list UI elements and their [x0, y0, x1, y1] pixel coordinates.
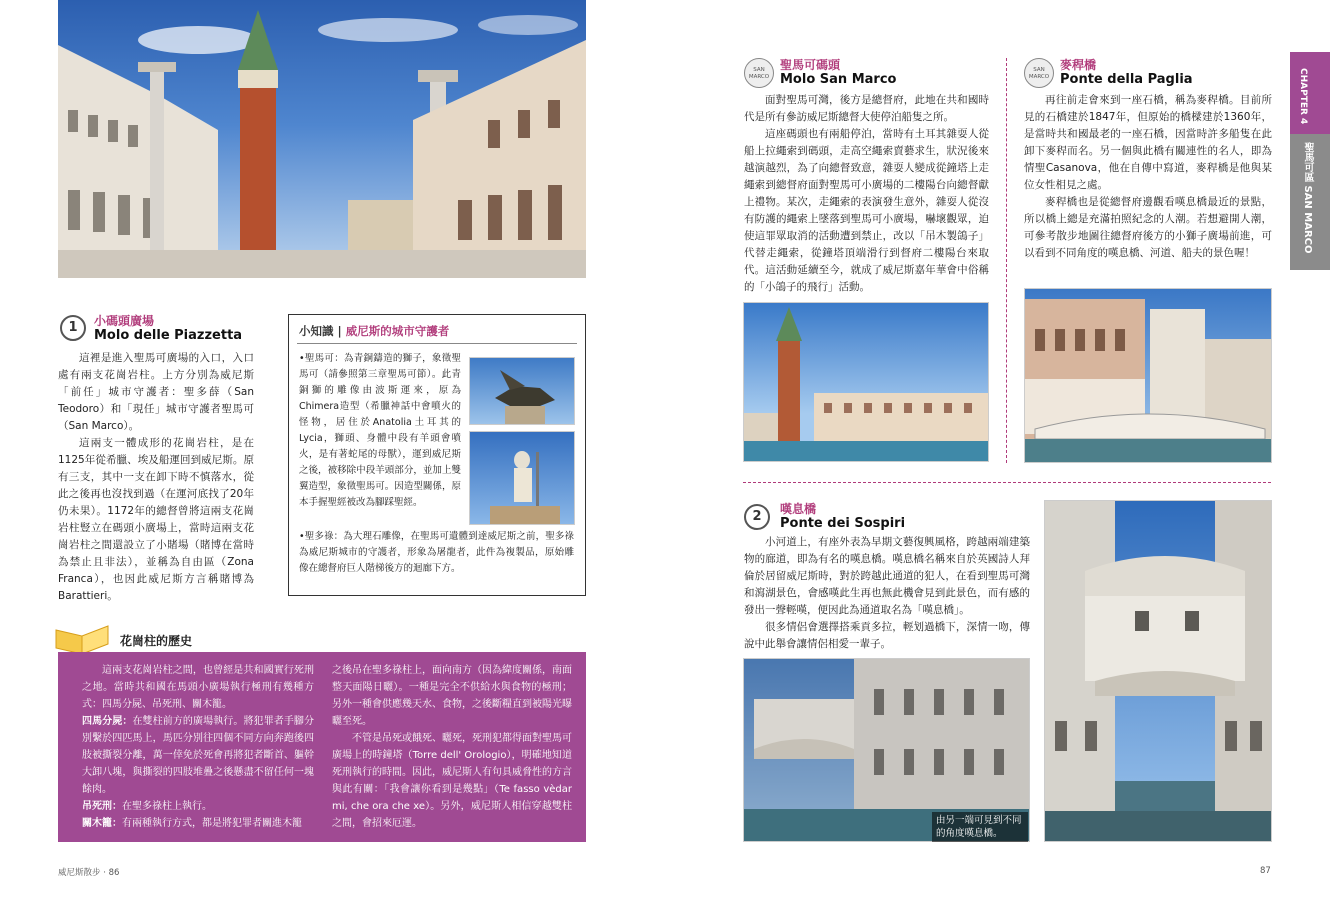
ponte-della-paglia-photo	[1024, 288, 1272, 463]
history-text: 這兩支花崗岩柱之間，也曾經是共和國實行死刑之地。當時共和國在馬頭小廣場執行極刑有幾種方式：四馬分屍、吊死刑、關木籠。	[82, 665, 314, 710]
history-title: 花崗柱的歷史	[120, 634, 193, 648]
row-divider	[743, 482, 1271, 483]
history-text: 不管是吊死或餓死、曬死，死刑犯都得面對聖馬可廣場上的時鐘塔（Torre dell' Orologio），明確地知道死刑執行的時間。因此，威尼斯人有句具威脅性的方言與此有關：「我會讓你看到是幾點」（Te fasso vèdar mi, che ora che xe）。另外，威尼斯人相信穿越雙柱之間，會招來厄運。	[332, 733, 572, 829]
section-title-cn: 小碼頭廣場	[94, 314, 155, 328]
section-title-en: Molo delle Piazzetta	[94, 328, 243, 343]
paragraph: 麥稈橋也是從總督府邊觀看嘆息橋最近的景點，所以橋上總是充滿拍照紀念的人潮。若想避開人潮，可參考散步地圖往總督府後方的小獅子廣場前進，可以看到不同角度的嘆息橋、河道、船夫的景色喔！	[1024, 196, 1272, 259]
piazzetta-photo	[58, 0, 586, 278]
theodore-statue-photo	[469, 431, 575, 525]
history-box	[58, 652, 586, 842]
paragraph: 很多情侶會選擇搭乘貢多拉，輕划過橋下，深情一吻，傳說中此舉會讓情侶相愛一輩子。	[744, 621, 1030, 650]
section-title-cn: 聖馬可碼頭	[780, 58, 841, 72]
san-marco-seal-icon: SAN MARCO	[1024, 58, 1054, 88]
section-title-cn: 嘆息橋	[780, 502, 817, 516]
bridge-of-sighs-photo-large	[1044, 500, 1272, 842]
lion-statue-photo	[469, 357, 575, 425]
history-text: 在聖多祿柱上執行。	[122, 801, 212, 812]
history-label: 吊死刑：	[82, 801, 122, 812]
section-title-en: Ponte dei Sospiri	[780, 516, 906, 531]
column-divider	[1006, 58, 1007, 463]
section-body	[744, 534, 1030, 653]
trivia-box: 小知識 | 威尼斯的城市守護者 •聖馬可：為青銅鑄造的獅子，象徵聖馬可（請參照第三章聖馬可節）。此青銅獅的雕像由波斯運來，原為Chimera造型（希臘神話中會噴火的怪物，居住於Anatolia土耳其的Lycia，獅頭、身體中段有羊頭會噴火，是有著蛇尾的母獸），運到威尼斯之後，被移除中段羊頭部分，並加上雙翼造型，象徵聖馬可。因造型關係，原本手握聖經被改為腳踩聖經。 •聖多祿：為大理石雕像，在聖馬可遺體到達威尼斯之前，聖多祿為威尼斯城市的守護者，形象為屠龍者，此件為複製品，原始雕像在總督府巨人階梯後方的迴廊下方。	[288, 314, 586, 596]
section-body	[58, 350, 254, 605]
section-number-1: 1	[60, 315, 86, 341]
section-number-2: 2	[744, 504, 770, 530]
paragraph: 再往前走會來到一座石橋，稱為麥稈橋。目前所見的石橋建於1847年，但原始的橋樑建於1360年，是當時共和國最老的一座石橋，因當時許多船隻在此卸下麥稈而名。另一個與此橋有關連性的名人，即為情聖Casanova，他在自傳中寫道，麥稈橋是他與某位女性相見之處。	[1024, 94, 1272, 191]
san-marco-seal-icon: SAN MARCO	[744, 58, 774, 88]
trivia-item: •聖馬可：為青銅鑄造的獅子，象徵聖馬可（請參照第三章聖馬可節）。此青銅獅的雕像由波斯運來，原為Chimera造型（希臘神話中會噴火的怪物，居住於Anatolia土耳其的Lycia，獅頭、身體中段有羊頭會噴火，是有著蛇尾的母獸），運到威尼斯之後，被移除中段羊頭部分，並加上雙翼造型，象徵聖馬可。因造型關係，原本手握聖經被改為腳踩聖經。	[299, 353, 461, 508]
section-title-en: Molo San Marco	[780, 72, 897, 87]
paragraph: 面對聖馬可灣，後方是總督府，此地在共和國時代是所有參訪威尼斯總督大使停泊船隻之所。	[744, 94, 989, 123]
paragraph: 這兩支一體成形的花崗岩柱，是在1125年從希臘、埃及船運回到威尼斯。原有三支，其中一支在卸下時不慎落水，從此之後再也沒找到過（在運河底找了20年仍未果）。1172年的總督曾將這兩支花崗岩柱豎立在碼頭小廣場上，當時這兩支花崗岩柱之間還設立了小賭場（賭博在當時為禁止且非法），並稱為自由區（Zona Franca），也因此威尼斯方言稱賭博為Barattieri。	[58, 437, 254, 602]
history-label: 關木籠：	[82, 818, 122, 829]
chapter-tab-top	[1290, 52, 1330, 134]
page-footer-right: 87	[1260, 866, 1271, 876]
paragraph: 這座碼頭也有兩船停泊，當時有土耳其雜耍人從船上拉繩索到碼頭，走高空繩索賣藝求生，狀況後來越演越烈，為了向總督致意，雜耍人變成從鐘塔上走繩索到總督府面對聖馬可小廣場的二樓陽台向總督獻上禮物。某次，走繩索的表演發生意外，雜耍人從沒有防護的繩索上墜落到聖馬可小廣場，嚇壞觀眾，迫使這罪眾取消的活動遭到禁止，改以「吊木製鴿子」代替走繩索，從鐘塔頂端滑行到督府二樓陽台來取代。這活動延續至今，就成了威尼斯嘉年華會中俗稱的「小鴿子的飛行」活動。	[744, 128, 989, 293]
photo-caption: 由另一端可見到不同的角度嘆息橋。	[932, 812, 1028, 842]
trivia-item: •聖多祿：為大理石雕像，在聖馬可遺體到達威尼斯之前，聖多祿為威尼斯城市的守護者，形象為屠龍者，此件為複製品，原始雕像在總督府巨人階梯後方的迴廊下方。	[299, 531, 574, 574]
book-icon	[52, 620, 114, 656]
chapter-label: CHAPTER 4	[1298, 68, 1308, 125]
paragraph: 小河道上，有座外表為早期文藝復興風格，跨越兩端建築物的廊道，即為有名的嘆息橋。嘆息橋名稱來自於英國詩人拜倫於居留威尼斯時，對於跨越此通道的犯人，在看到聖馬可灣和瀉湖景色，會感嘆此生再也無此機會見到此景色，而有感的發出一聲輕嘆，便因此為通道取名為「嘆息橋」。	[744, 536, 1030, 616]
history-text: 之後吊在聖多祿柱上，面向南方（因為緯度關係，南面整天面陽日曬）。一種是完全不供給水與食物的極刑；另外一種會供應幾天水、食物，之後斷糧直到被陽光曝曬至死。	[332, 665, 572, 727]
paragraph: 這裡是進入聖馬可廣場的入口，入口處有兩支花崗岩柱。上方分別為威尼斯「前任」城市守護者：聖多薛（San Teodoro）和「現任」城市守護者聖馬可（San Marco）。	[58, 352, 254, 432]
section-body	[1024, 92, 1272, 262]
chapter-title: 聖馬可區 SAN MARCO	[1302, 142, 1313, 254]
history-col-1	[82, 662, 314, 832]
history-text: 有兩種執行方式，都是將犯罪者關進木籠	[122, 818, 302, 829]
chapter-tab	[1290, 52, 1330, 270]
molo-san-marco-photo	[743, 302, 989, 462]
history-col-2	[332, 662, 572, 832]
section-title-en: Ponte della Paglia	[1060, 72, 1193, 87]
history-text: 在雙柱前方的廣場執行。將犯罪者手腳分別繫於四匹馬上，馬匹分別往四個不同方向奔跑後四肢被撕裂分離，萬一倖免於死會再將犯者斷首、軀幹大卸八塊，與撕裂的四肢堆疊之後懸盡不留任何一塊餘肉。	[82, 716, 315, 795]
page-footer-left: 威尼斯散步 · 86	[58, 868, 120, 878]
section-title-cn: 麥稈橋	[1060, 58, 1097, 72]
history-label: 四馬分屍：	[82, 716, 133, 727]
section-body	[744, 92, 989, 296]
trivia-label: 小知識	[299, 324, 334, 338]
trivia-title: 威尼斯的城市守護者	[345, 324, 450, 338]
